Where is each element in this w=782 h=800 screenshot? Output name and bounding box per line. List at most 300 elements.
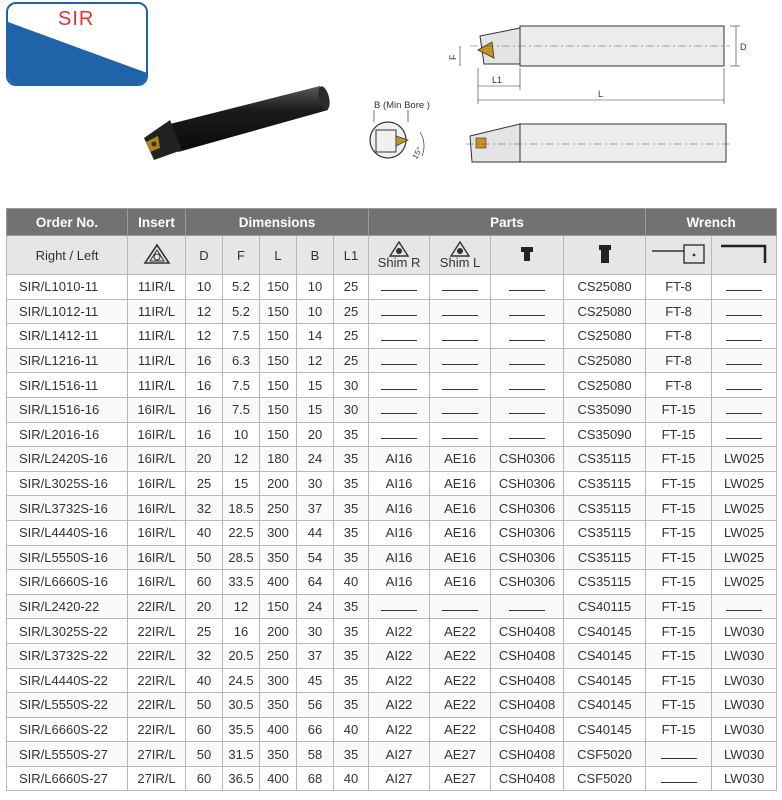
col-order-no: Order No.: [7, 209, 128, 236]
screw-icon: [520, 246, 534, 262]
cell-L: 350: [260, 742, 297, 767]
cell-shim-l: [430, 594, 491, 619]
cell-shim-l: [430, 299, 491, 324]
cell-key: [646, 766, 712, 791]
table-row: [7, 619, 777, 644]
cell-shim-r: [369, 275, 430, 300]
dim-d-label: D: [740, 42, 747, 52]
cell-key: FT-15: [646, 594, 712, 619]
cell-B: 30: [297, 619, 334, 644]
cell-shim-r: [369, 324, 430, 349]
cell-F: 31.5: [223, 742, 260, 767]
cell-D: 25: [186, 471, 223, 496]
cell-L1: 40: [334, 766, 369, 791]
cell-B: 54: [297, 545, 334, 570]
cell-B: 14: [297, 324, 334, 349]
cell-key: FT-15: [646, 471, 712, 496]
cell-L1: 35: [334, 594, 369, 619]
col-wrench: Wrench: [646, 209, 777, 236]
angle-label: 15°: [410, 145, 425, 161]
group-header-row: [7, 209, 777, 236]
cell-shim-l: [430, 324, 491, 349]
cell-clamp: CS25080: [564, 373, 646, 398]
min-bore-section-view: [362, 96, 442, 176]
cell-shim-r: AI22: [369, 643, 430, 668]
cell-clamp: CS40115: [564, 594, 646, 619]
cell-L: 150: [260, 594, 297, 619]
clamp-screw-icon: [598, 244, 612, 264]
col-parts: Parts: [369, 209, 646, 236]
cell-D: 20: [186, 447, 223, 472]
cell-order: SIR/L1216-11: [7, 348, 128, 373]
cell-order: SIR/L5550S-27: [7, 742, 128, 767]
cell-D: 40: [186, 668, 223, 693]
cell-clamp: CS35115: [564, 447, 646, 472]
min-bore-label: B (Min Bore ): [374, 100, 430, 111]
cell-wrench: LW030: [712, 668, 777, 693]
not-applicable-dash: [442, 334, 478, 341]
cell-shim-l: AE16: [430, 545, 491, 570]
not-applicable-dash: [381, 358, 417, 365]
cell-shim-l: [430, 275, 491, 300]
col-dimensions: Dimensions: [186, 209, 369, 236]
not-applicable-dash: [509, 284, 545, 291]
cell-clamp: CS40145: [564, 693, 646, 718]
cell-screw: CSH0408: [491, 619, 564, 644]
cell-L: 400: [260, 766, 297, 791]
cell-insert: 16IR/L: [128, 496, 186, 521]
not-applicable-dash: [381, 432, 417, 439]
cell-L1: 35: [334, 668, 369, 693]
cell-screw: [491, 422, 564, 447]
cell-clamp: CS35115: [564, 570, 646, 595]
cell-L: 300: [260, 520, 297, 545]
cell-key: FT-8: [646, 275, 712, 300]
table-row: [7, 275, 777, 300]
cell-B: 30: [297, 471, 334, 496]
cell-order: SIR/L3025S-16: [7, 471, 128, 496]
cell-wrench: LW025: [712, 496, 777, 521]
cell-wrench: [712, 422, 777, 447]
cell-D: 16: [186, 348, 223, 373]
cell-shim-l: AE22: [430, 693, 491, 718]
col-b: B: [297, 236, 334, 275]
not-applicable-dash: [442, 358, 478, 365]
cell-key: FT-8: [646, 299, 712, 324]
cell-L: 400: [260, 717, 297, 742]
col-shim-l: [430, 236, 491, 275]
cell-wrench: LW030: [712, 766, 777, 791]
dim-f-label: F: [448, 54, 458, 60]
cell-screw: CSH0408: [491, 643, 564, 668]
cell-key: FT-15: [646, 520, 712, 545]
cell-D: 16: [186, 373, 223, 398]
cell-wrench: [712, 275, 777, 300]
cell-key: FT-15: [646, 668, 712, 693]
cell-shim-r: [369, 397, 430, 422]
cell-key: [646, 742, 712, 767]
cell-screw: CSH0306: [491, 447, 564, 472]
cell-wrench: [712, 348, 777, 373]
dimension-drawing: [440, 16, 760, 108]
cell-insert: 16IR/L: [128, 471, 186, 496]
cell-F: 33.5: [223, 570, 260, 595]
cell-order: SIR/L1516-16: [7, 397, 128, 422]
cell-key: FT-15: [646, 447, 712, 472]
cell-shim-l: AE22: [430, 717, 491, 742]
not-applicable-dash: [726, 407, 762, 414]
cell-L1: 30: [334, 397, 369, 422]
col-l: L: [260, 236, 297, 275]
cell-F: 22.5: [223, 520, 260, 545]
not-applicable-dash: [381, 309, 417, 316]
col-allen-key: [712, 236, 777, 275]
cell-clamp: CS35115: [564, 471, 646, 496]
cell-L1: 25: [334, 348, 369, 373]
cell-F: 16: [223, 619, 260, 644]
cell-L1: 35: [334, 643, 369, 668]
cell-shim-r: AI16: [369, 520, 430, 545]
cell-D: 12: [186, 299, 223, 324]
cell-shim-r: [369, 594, 430, 619]
cell-B: 24: [297, 594, 334, 619]
cell-order: SIR/L1012-11: [7, 299, 128, 324]
cell-order: SIR/L2016-16: [7, 422, 128, 447]
table-row: [7, 496, 777, 521]
col-insert: Insert: [128, 209, 186, 236]
cell-B: 45: [297, 668, 334, 693]
not-applicable-dash: [509, 334, 545, 341]
cell-shim-l: AE27: [430, 766, 491, 791]
cell-clamp: CSF5020: [564, 742, 646, 767]
cell-shim-l: AE22: [430, 619, 491, 644]
cell-F: 5.2: [223, 275, 260, 300]
cell-D: 10: [186, 275, 223, 300]
cell-screw: CSH0306: [491, 570, 564, 595]
cell-screw: CSH0306: [491, 520, 564, 545]
boring-bar-photo: [130, 80, 340, 170]
cell-insert: 16IR/L: [128, 520, 186, 545]
allen-key-icon: [719, 243, 769, 265]
cell-order: SIR/L4440S-16: [7, 520, 128, 545]
cell-F: 18.5: [223, 496, 260, 521]
cell-screw: [491, 324, 564, 349]
cell-shim-l: [430, 373, 491, 398]
cell-order: SIR/L2420S-16: [7, 447, 128, 472]
not-applicable-dash: [442, 309, 478, 316]
cell-shim-r: AI27: [369, 742, 430, 767]
cell-F: 24.5: [223, 668, 260, 693]
cell-D: 16: [186, 422, 223, 447]
cell-shim-l: AE16: [430, 570, 491, 595]
cell-F: 12: [223, 447, 260, 472]
cell-clamp: CSF5020: [564, 766, 646, 791]
col-l1: L1: [334, 236, 369, 275]
not-applicable-dash: [726, 334, 762, 341]
cell-order: SIR/L2420-22: [7, 594, 128, 619]
cell-B: 10: [297, 299, 334, 324]
not-applicable-dash: [661, 752, 697, 759]
cell-L: 150: [260, 397, 297, 422]
col-d: D: [186, 236, 223, 275]
cell-F: 30.5: [223, 693, 260, 718]
cell-clamp: CS35115: [564, 545, 646, 570]
cell-key: FT-8: [646, 324, 712, 349]
not-applicable-dash: [509, 358, 545, 365]
cell-F: 12: [223, 594, 260, 619]
cell-D: 25: [186, 619, 223, 644]
cell-D: 16: [186, 397, 223, 422]
not-applicable-dash: [442, 604, 478, 611]
cell-F: 7.5: [223, 324, 260, 349]
cell-key: FT-15: [646, 422, 712, 447]
cell-L: 150: [260, 299, 297, 324]
cell-B: 56: [297, 693, 334, 718]
not-applicable-dash: [442, 407, 478, 414]
cell-L1: 40: [334, 570, 369, 595]
side-view-drawing: [466, 118, 730, 166]
table-row: [7, 348, 777, 373]
not-applicable-dash: [381, 604, 417, 611]
cell-insert: 22IR/L: [128, 619, 186, 644]
cell-wrench: LW025: [712, 471, 777, 496]
table-row: [7, 545, 777, 570]
cell-B: 44: [297, 520, 334, 545]
cell-shim-r: [369, 422, 430, 447]
cell-L1: 35: [334, 520, 369, 545]
cell-D: 60: [186, 570, 223, 595]
col-f: F: [223, 236, 260, 275]
cell-clamp: CS35090: [564, 422, 646, 447]
not-applicable-dash: [726, 284, 762, 291]
cell-B: 68: [297, 766, 334, 791]
cell-key: FT-15: [646, 496, 712, 521]
series-badge: [6, 2, 148, 86]
not-applicable-dash: [381, 284, 417, 291]
col-torx-key: [646, 236, 712, 275]
cell-F: 7.5: [223, 373, 260, 398]
not-applicable-dash: [726, 383, 762, 390]
cell-F: 28.5: [223, 545, 260, 570]
cell-key: FT-15: [646, 693, 712, 718]
sub-header-row: [7, 236, 777, 275]
cell-shim-l: AE16: [430, 496, 491, 521]
cell-L1: 35: [334, 545, 369, 570]
insert-icon: [128, 236, 186, 275]
cell-L1: 35: [334, 742, 369, 767]
col-clamp-screw: [564, 236, 646, 275]
cell-key: FT-15: [646, 545, 712, 570]
not-applicable-dash: [509, 604, 545, 611]
table-row: [7, 693, 777, 718]
cell-D: 60: [186, 766, 223, 791]
cell-shim-l: AE16: [430, 447, 491, 472]
cell-B: 15: [297, 373, 334, 398]
cell-D: 40: [186, 520, 223, 545]
cell-order: SIR/L6660S-27: [7, 766, 128, 791]
cell-insert: 22IR/L: [128, 668, 186, 693]
cell-wrench: LW025: [712, 570, 777, 595]
not-applicable-dash: [442, 432, 478, 439]
cell-B: 66: [297, 717, 334, 742]
not-applicable-dash: [381, 407, 417, 414]
spec-table: [6, 208, 777, 791]
cell-shim-l: AE16: [430, 520, 491, 545]
cell-shim-r: AI22: [369, 693, 430, 718]
cell-wrench: LW030: [712, 717, 777, 742]
cell-clamp: CS35115: [564, 520, 646, 545]
not-applicable-dash: [726, 604, 762, 611]
cell-insert: 11IR/L: [128, 324, 186, 349]
cell-L1: 40: [334, 717, 369, 742]
cell-B: 24: [297, 447, 334, 472]
cell-L1: 35: [334, 496, 369, 521]
cell-L: 400: [260, 570, 297, 595]
cell-order: SIR/L5550S-22: [7, 693, 128, 718]
cell-clamp: CS35090: [564, 397, 646, 422]
cell-shim-l: [430, 348, 491, 373]
cell-order: SIR/L3732S-16: [7, 496, 128, 521]
col-right-left: Right / Left: [7, 236, 128, 275]
cell-wrench: [712, 397, 777, 422]
cell-order: SIR/L6660S-16: [7, 570, 128, 595]
cell-insert: 22IR/L: [128, 693, 186, 718]
cell-F: 5.2: [223, 299, 260, 324]
cell-wrench: LW030: [712, 619, 777, 644]
cell-screw: [491, 348, 564, 373]
cell-shim-r: [369, 373, 430, 398]
cell-insert: 27IR/L: [128, 742, 186, 767]
cell-shim-r: AI16: [369, 545, 430, 570]
cell-B: 58: [297, 742, 334, 767]
cell-F: 20.5: [223, 643, 260, 668]
cell-wrench: LW030: [712, 693, 777, 718]
dim-l-label: L: [598, 89, 604, 99]
not-applicable-dash: [726, 358, 762, 365]
cell-shim-r: [369, 299, 430, 324]
cell-key: FT-15: [646, 643, 712, 668]
cell-D: 12: [186, 324, 223, 349]
cell-L1: 35: [334, 447, 369, 472]
cell-screw: CSH0408: [491, 766, 564, 791]
not-applicable-dash: [509, 309, 545, 316]
cell-shim-r: AI16: [369, 570, 430, 595]
cell-wrench: [712, 373, 777, 398]
cell-B: 20: [297, 422, 334, 447]
cell-shim-l: AE16: [430, 471, 491, 496]
cell-D: 50: [186, 742, 223, 767]
cell-insert: 27IR/L: [128, 766, 186, 791]
cell-insert: 11IR/L: [128, 348, 186, 373]
cell-shim-l: AE22: [430, 643, 491, 668]
cell-B: 12: [297, 348, 334, 373]
cell-screw: CSH0408: [491, 668, 564, 693]
cell-wrench: [712, 594, 777, 619]
cell-shim-r: AI22: [369, 717, 430, 742]
series-label: SIR: [58, 8, 95, 30]
cell-L1: 25: [334, 275, 369, 300]
cell-screw: CSH0408: [491, 717, 564, 742]
table-row: [7, 594, 777, 619]
cell-L1: 30: [334, 373, 369, 398]
cell-key: FT-15: [646, 717, 712, 742]
cell-insert: 11IR/L: [128, 275, 186, 300]
table-row: [7, 766, 777, 791]
cell-F: 15: [223, 471, 260, 496]
cell-clamp: CS40145: [564, 643, 646, 668]
not-applicable-dash: [509, 432, 545, 439]
cell-L: 250: [260, 496, 297, 521]
cell-wrench: LW025: [712, 545, 777, 570]
shim-r-label: Shim R: [377, 255, 421, 270]
cell-L: 150: [260, 422, 297, 447]
table-row: [7, 397, 777, 422]
cell-F: 36.5: [223, 766, 260, 791]
cell-order: SIR/L3732S-22: [7, 643, 128, 668]
not-applicable-dash: [509, 407, 545, 414]
table-row: [7, 643, 777, 668]
cell-L1: 35: [334, 471, 369, 496]
not-applicable-dash: [381, 334, 417, 341]
cell-wrench: LW025: [712, 447, 777, 472]
not-applicable-dash: [726, 309, 762, 316]
cell-clamp: CS25080: [564, 299, 646, 324]
cell-screw: [491, 275, 564, 300]
cell-shim-r: AI16: [369, 471, 430, 496]
not-applicable-dash: [442, 284, 478, 291]
cell-wrench: LW030: [712, 742, 777, 767]
cell-clamp: CS35115: [564, 496, 646, 521]
table-row: [7, 520, 777, 545]
cell-L: 350: [260, 693, 297, 718]
cell-screw: [491, 594, 564, 619]
cell-D: 32: [186, 496, 223, 521]
shim-l-label: Shim L: [439, 255, 481, 270]
cell-B: 15: [297, 397, 334, 422]
cell-L: 150: [260, 324, 297, 349]
cell-order: SIR/L1412-11: [7, 324, 128, 349]
table-row: [7, 324, 777, 349]
cell-insert: 22IR/L: [128, 717, 186, 742]
cell-shim-r: AI27: [369, 766, 430, 791]
cell-insert: 22IR/L: [128, 643, 186, 668]
cell-L1: 35: [334, 619, 369, 644]
cell-L1: 25: [334, 299, 369, 324]
not-applicable-dash: [381, 383, 417, 390]
cell-order: SIR/L1516-11: [7, 373, 128, 398]
table-row: [7, 299, 777, 324]
cell-B: 37: [297, 496, 334, 521]
cell-D: 60: [186, 717, 223, 742]
cell-order: SIR/L6660S-22: [7, 717, 128, 742]
table-row: [7, 471, 777, 496]
cell-screw: [491, 373, 564, 398]
cell-screw: CSH0306: [491, 496, 564, 521]
cell-shim-l: [430, 397, 491, 422]
table-row: [7, 668, 777, 693]
cell-L: 200: [260, 471, 297, 496]
cell-screw: CSH0306: [491, 545, 564, 570]
table-row: [7, 422, 777, 447]
cell-shim-l: AE27: [430, 742, 491, 767]
cell-key: FT-15: [646, 570, 712, 595]
cell-clamp: CS25080: [564, 348, 646, 373]
cell-F: 7.5: [223, 397, 260, 422]
cell-screw: CSH0408: [491, 693, 564, 718]
cell-insert: 11IR/L: [128, 299, 186, 324]
cell-screw: [491, 397, 564, 422]
cell-L1: 35: [334, 693, 369, 718]
